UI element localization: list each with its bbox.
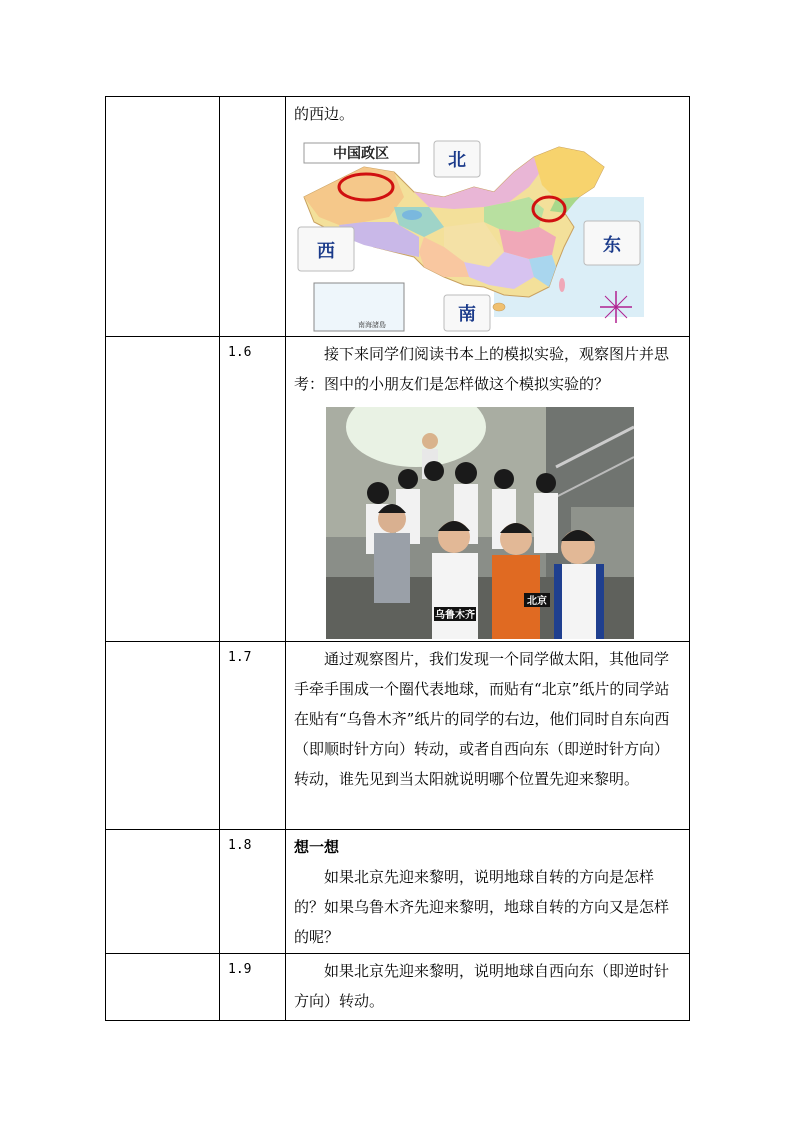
content-cell	[286, 337, 690, 642]
content-cell	[286, 830, 690, 954]
table-row	[106, 97, 690, 337]
row-text: 的西边。	[294, 105, 355, 123]
direction-west: 西	[317, 241, 335, 262]
blank-cell	[106, 97, 220, 337]
classroom-experiment-photo	[326, 407, 634, 639]
table-row	[106, 954, 690, 1021]
step-number	[220, 97, 286, 337]
step-number: 1.8	[220, 830, 286, 954]
blank-cell	[106, 830, 220, 954]
row-text: 如果北京先迎来黎明，说明地球自西向东（即逆时针方向）转动。	[294, 962, 670, 1010]
think-heading: 想一想	[294, 838, 340, 856]
row-text: 接下来同学们阅读书本上的模拟实验，观察图片并思考：图中的小朋友们是怎样做这个模拟实验的？	[294, 345, 670, 393]
table-row	[106, 830, 690, 954]
lesson-table	[105, 96, 690, 1021]
china-map-figure	[294, 137, 650, 333]
map-title: 中国政区	[333, 146, 389, 162]
urumqi-sign: 乌鲁木齐	[435, 610, 475, 621]
row-text: 如果北京先迎来黎明，说明地球自转的方向是怎样的？如果乌鲁木齐先迎来黎明，地球自转的方向又是怎样的呢？	[294, 868, 670, 946]
table-row	[106, 642, 690, 830]
blank-cell	[106, 642, 220, 830]
blank-cell	[106, 954, 220, 1021]
content-cell	[286, 642, 690, 830]
beijing-sign: 北京	[527, 596, 547, 607]
direction-south: 南	[458, 304, 476, 325]
step-number: 1.9	[220, 954, 286, 1021]
south-sea-inset-label: 南海諸島	[358, 321, 386, 329]
direction-north: 北	[448, 150, 466, 171]
row-text: 通过观察图片，我们发现一个同学做太阳，其他同学手牵手围成一个圈代表地球，而贴有“北京”纸片的同学站在贴有“乌鲁木齐”纸片的同学的右边，他们同时自东向西（即顺时针方向）转动，或者自西向东（即逆时针方向）转动，谁先见到当太阳就说明哪个位置先迎来黎明。	[294, 650, 670, 788]
blank-cell	[106, 337, 220, 642]
content-cell	[286, 97, 690, 337]
content-cell	[286, 954, 690, 1021]
step-number: 1.6	[220, 337, 286, 642]
direction-east: 东	[603, 235, 621, 256]
step-number: 1.7	[220, 642, 286, 830]
table-row	[106, 337, 690, 642]
